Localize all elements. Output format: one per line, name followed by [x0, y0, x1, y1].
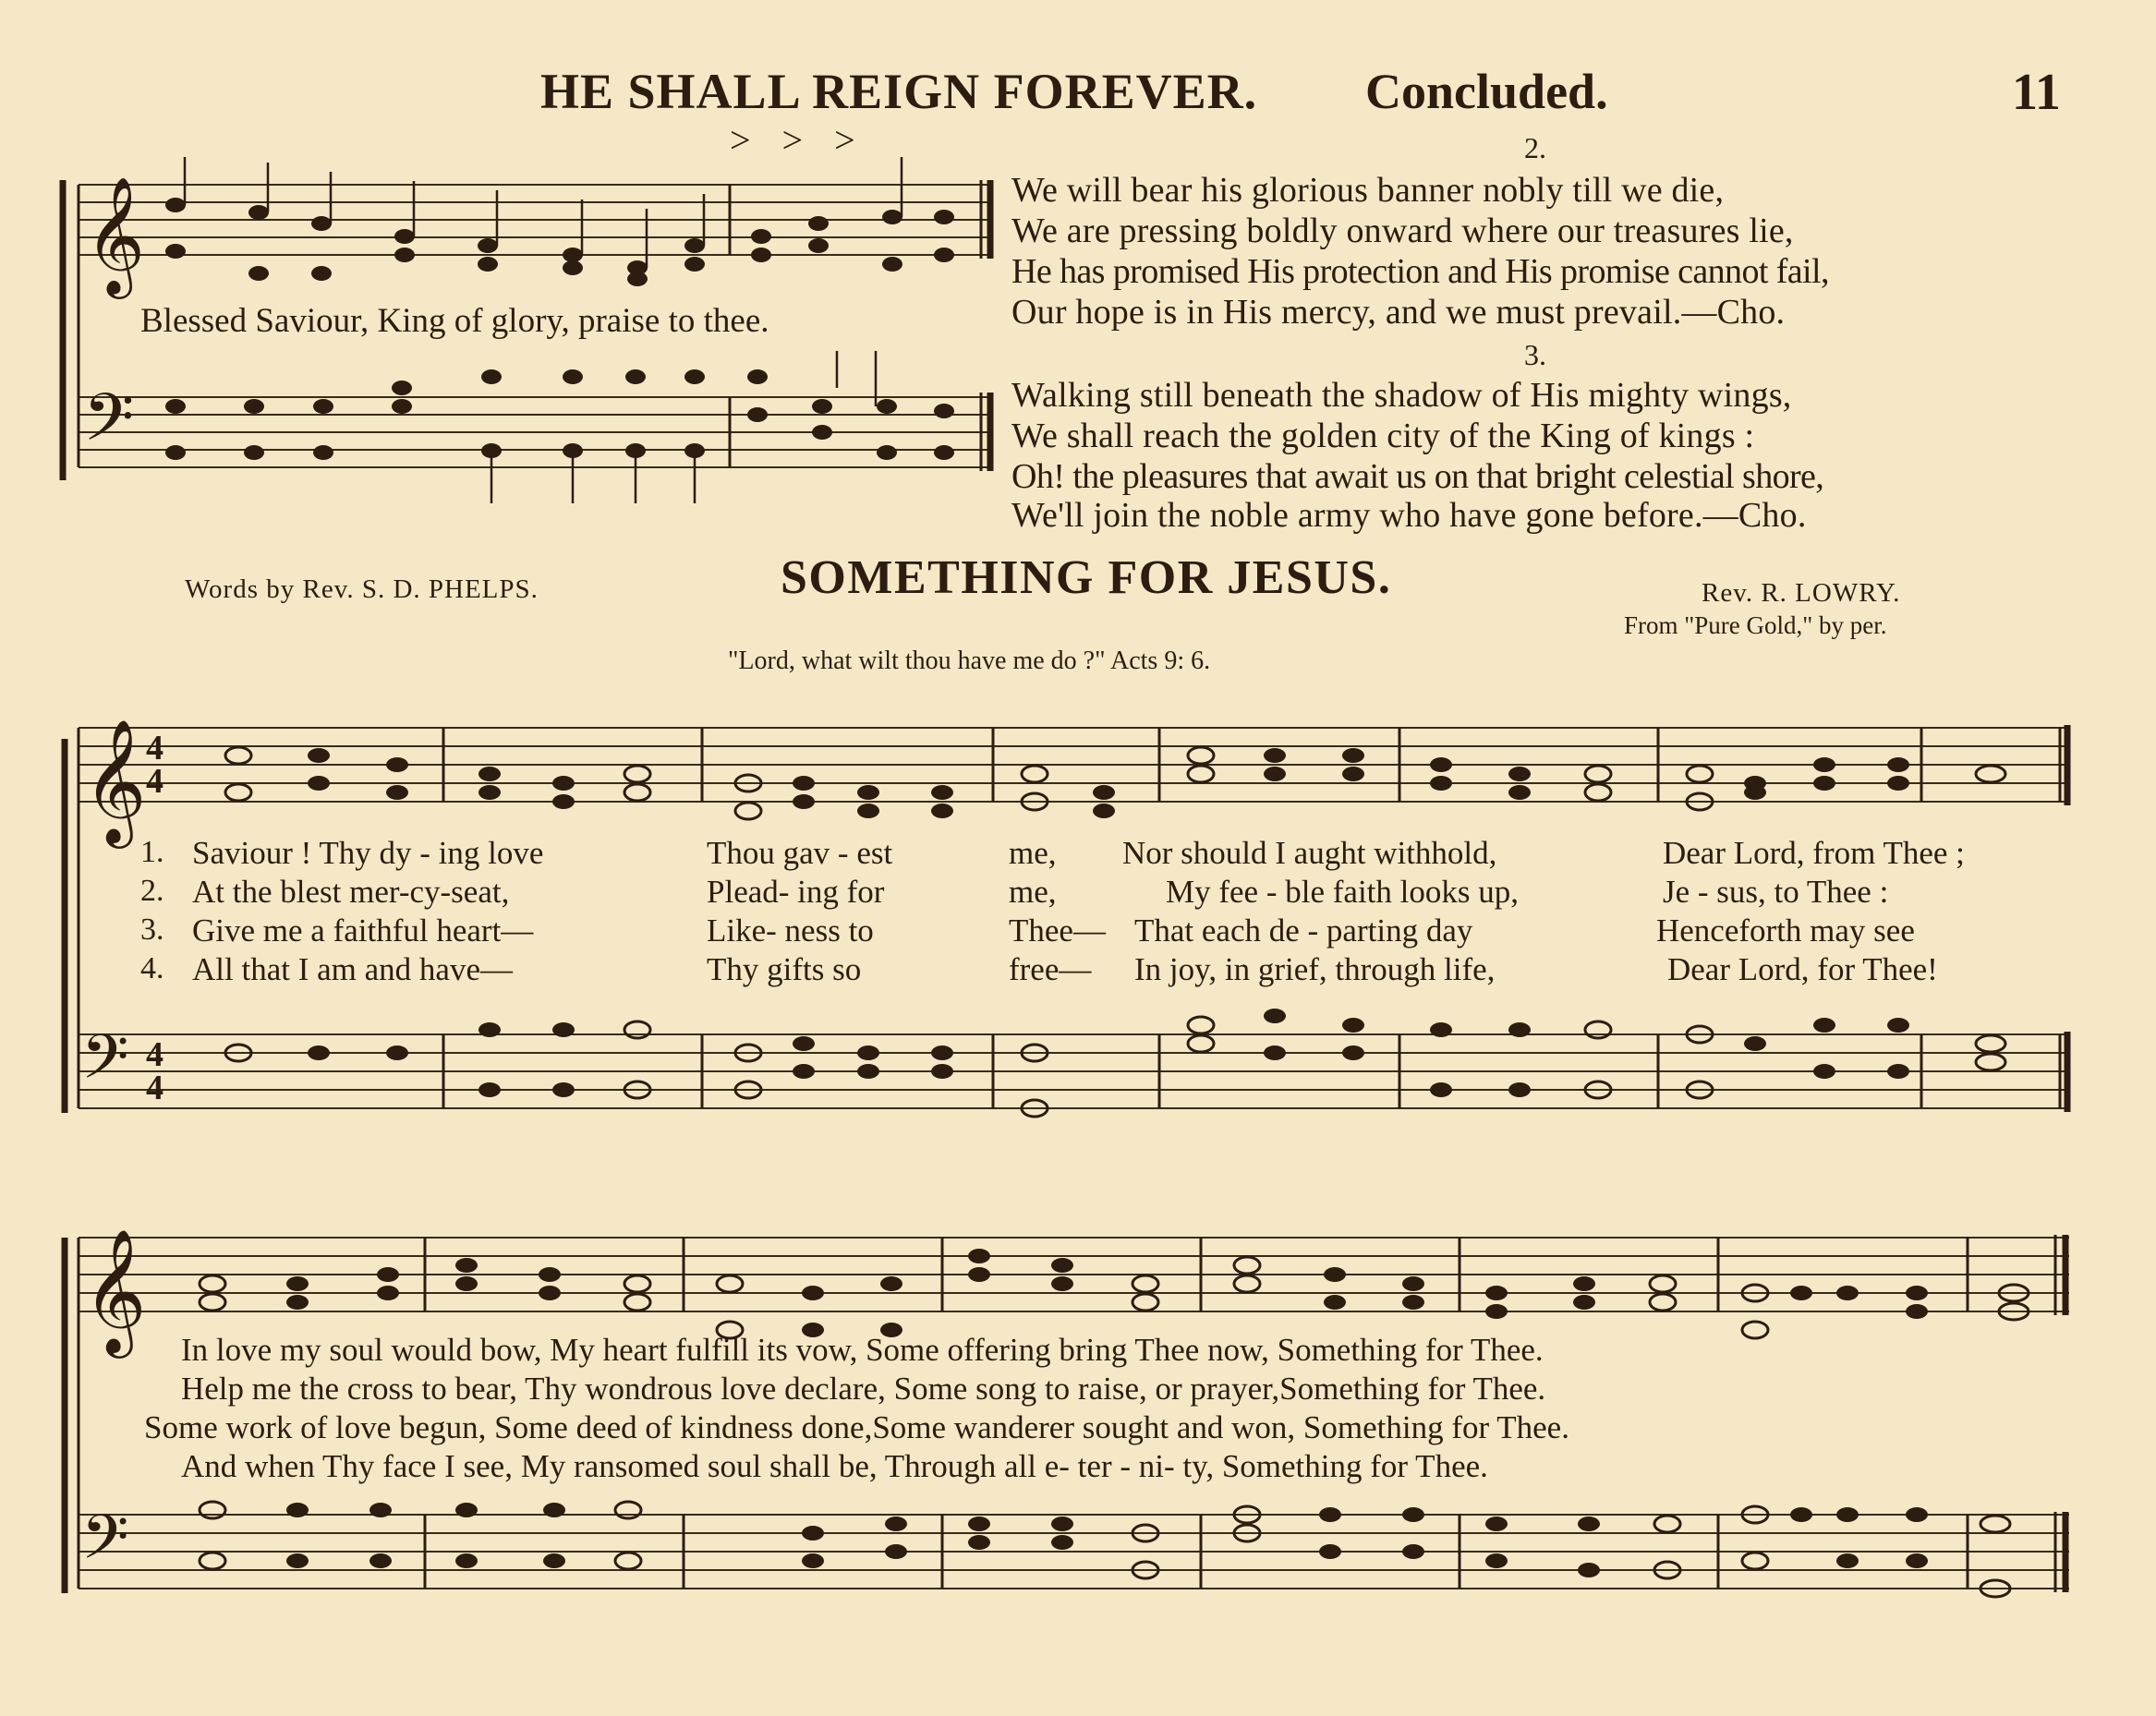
lyric-line: My fee - ble faith looks up,: [1166, 874, 1519, 910]
lyric-line: Help me the cross to bear, Thy wondrous love declare, Some song to raise, or prayer,Something for Thee.: [181, 1371, 1546, 1407]
page-number: 11: [2012, 64, 2061, 121]
lyric-line: In joy, in grief, through life,: [1134, 951, 1496, 987]
lyric-line: Je - sus, to Thee :: [1663, 874, 1889, 910]
scripture-reference: "Lord, what wilt thou have me do ?" Acts 9: 6.: [728, 647, 1211, 675]
lyric-line: Thee—: [1009, 912, 1106, 949]
verse-number: 3.: [1524, 338, 1546, 371]
song-system2-bass-staff: [79, 1515, 2069, 1589]
lyric-line: free—: [1009, 951, 1092, 987]
lyric-verse-number: 3.: [140, 912, 164, 947]
words-credit: Words by Rev. S. D. PHELPS.: [185, 574, 539, 604]
lyric-line: At the blest mer-cy-seat,: [192, 874, 510, 910]
verse-line: Oh! the pleasures that await us on that bright celestial shore,: [1011, 457, 1824, 496]
source-credit: From "Pure Gold," by per.: [1624, 611, 1887, 639]
top-bass-staff: [79, 397, 993, 467]
lyric-line: Henceforth may see: [1656, 912, 1915, 949]
lyric-verse-number: 2.: [140, 874, 164, 908]
page-header-title: HE SHALL REIGN FOREVER.: [540, 64, 1258, 119]
verse-line: Our hope is in His mercy, and we must prevail.—Cho.: [1011, 293, 1786, 332]
lyric-line: Give me a faithful heart—: [192, 912, 534, 949]
lyric-line: And when Thy face I see, My ransomed soul shall be, Through all e- ter - ni- ty, Something for Thee.: [181, 1448, 1488, 1484]
top-treble-notes: [165, 198, 954, 286]
lyric-line: Some work of love begun, Some deed of kindness done,Some wanderer sought and won, Something for Thee.: [144, 1409, 1569, 1445]
treble-clef-icon: 𝄞: [83, 1228, 147, 1353]
time-signature-numerator: 4: [146, 729, 164, 767]
song-system1-treble-staff: [79, 728, 2069, 802]
lyric-line: Thou gav - est: [707, 835, 893, 871]
treble-clef-icon: 𝄞: [83, 719, 147, 843]
lyric-line: In love my soul would bow, My heart fulfill its vow, Some offering bring Thee now, Something for Thee.: [181, 1332, 1544, 1368]
song-title: SOMETHING FOR JESUS.: [781, 551, 1392, 604]
system1-bass-notes: [225, 1009, 2005, 1117]
composer-credit: Rev. R. LOWRY.: [1702, 578, 1901, 608]
verse-line: He has promised His protection and His promise cannot fail,: [1011, 252, 1829, 291]
lyric-line: me,: [1009, 835, 1057, 871]
time-signature-denominator: 4: [146, 762, 164, 801]
lyric-line: That each de - parting day: [1134, 912, 1473, 949]
lyric-line: Plead- ing for: [707, 874, 885, 910]
lyric-line: Dear Lord, from Thee ;: [1663, 835, 1965, 871]
verse-line: Walking still beneath the shadow of His mighty wings,: [1011, 376, 1792, 415]
verse-number: 2.: [1524, 131, 1546, 164]
bass-clef-icon: 𝄢: [81, 1021, 129, 1107]
bass-clef-icon: 𝄢: [83, 380, 135, 472]
lyric-line: Nor should I aught withhold,: [1122, 835, 1497, 871]
song-system1-bass-staff: [79, 1034, 2069, 1108]
system2-bass-notes: [200, 1502, 2010, 1597]
page-header-concluded: Concluded.: [1365, 64, 1608, 119]
lyric-line: Like- ness to: [707, 912, 874, 949]
time-signature-denominator: 4: [146, 1069, 164, 1107]
lyric-line: Thy gifts so: [707, 951, 862, 987]
lyric-line: All that I am and have—: [192, 951, 513, 987]
treble-clef-icon: 𝄞: [85, 175, 146, 294]
lyric-line: Saviour ! Thy dy - ing love: [192, 835, 544, 871]
verse-line: We shall reach the golden city of the King of kings :: [1011, 417, 1755, 455]
verse-line: We are pressing boldly onward where our treasures lie,: [1011, 211, 1794, 250]
verse-line: We will bear his glorious banner nobly till we die,: [1011, 171, 1725, 210]
lyric-verse-number: 1.: [140, 835, 164, 869]
lyric-verse-number: 4.: [140, 951, 164, 985]
verse-line: We'll join the noble army who have gone before.—Cho.: [1011, 496, 1807, 535]
bass-clef-icon: 𝄢: [81, 1502, 129, 1588]
accent-marks: > > >: [730, 119, 866, 161]
time-signature-numerator: 4: [146, 1035, 164, 1074]
top-treble-staff: [79, 185, 993, 255]
lyric-line: Dear Lord, for Thee!: [1667, 951, 1938, 987]
lyric-line: me,: [1009, 874, 1057, 910]
top-system-caption: Blessed Saviour, King of glory, praise to thee.: [140, 302, 769, 340]
